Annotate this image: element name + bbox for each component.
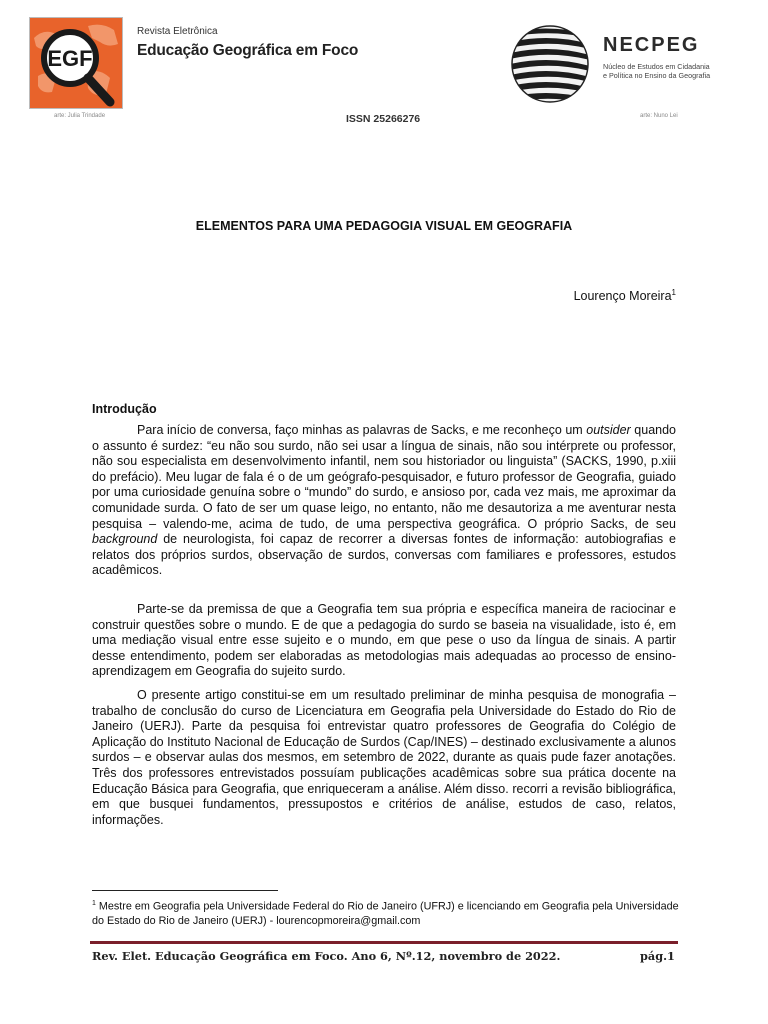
paragraph-3-text: O presente artigo constitui-se em um resultado preliminar de minha pesquisa de monografia – trabalho de conclusão do curso de Licenciatura em Geografia pela Universidade do Estado do Rio de Janeiro (UERJ). Parte da pesquisa foi entrevistar quatro professores de Geografia do Colégio de Aplicação do Instituto Nacional de Educação de Surdos (Cap/INES) – destinado exclusivamente a alunos surdos – e observar aulas dos mesmos, em setembro de 2022, durante as quais pude fazer anotações. Três dos professores entrevistados possuíam publicações acadêmicas sobre sua prática docente na Educação Básica para Geografia, que enriqueceram a análise. Além disso. recorri a revisão bibliográfica, em que busquei fundamentos, pressupostos e critérios de análise, estudos de caso, relatos, informações. [92,688,676,827]
paragraph-1-part-a: Para início de conversa, faço minhas as palavras de Sacks, e me reconheço um [137,423,587,437]
page-number: pág.1 [640,949,675,963]
footnote-mark: 1 [92,900,96,907]
necpeg-subtitle-line2: e Política no Ensino da Geografia [603,71,711,80]
paragraph-1-emphasis-outsider: outsider [586,423,631,437]
paragraph-3 [92,688,676,828]
paragraph-2-text: Parte-se da premissa de que a Geografia tem sua própria e específica maneira de raciocinar e construir questões sobre o mundo. E de que a pedagogia do surdo se baseia na visualidade, isto é, em uma mediação visual entre esse sujeito e o mundo, em que pese o uso da língua de sinais. A partir desse entendimento, podem ser elaboradas as metodologias mais adequadas ao processo de ensino-aprendizagem em Geografia do sujeito surdo. [92,602,676,679]
necpeg-globe-icon [510,24,590,104]
egf-logo-graphic [30,18,122,108]
paragraph-2 [92,602,676,680]
logo-credit-left: arte: Julia Trindade [54,113,106,119]
necpeg-name: NECPEG [603,34,700,56]
egf-logo [29,17,123,109]
author-footnote-mark: 1 [671,288,676,297]
footnote [92,897,682,928]
necpeg-subtitle-line1: Núcleo de Estudos em Cidadania [603,62,710,71]
paragraph-1-part-b: quando o assunto é surdez: “eu não sou surdo, não sei usar a língua de sinais, não sou intérprete ou professor, não sou especialista em desenvolvimento infantil, nem sou historiador ou linguista” (SACKS, 1990, p.xiii do prefácio). Meu lugar de fala é o de um geógrafo-pesquisador, e futuro professor de Geografia, guiado por uma curiosidade genuína sobre o “mundo” do surdo, e ansioso por, cada vez mais, me aproximar da comunidade surda. O fato de ser um quase leigo, no entanto, não me desautoriza a me aventurar nesta pesquisa – valendo-me, acima de tudo, de uma perspectiva geográfica. O próprio Sacks, de seu [92,423,676,531]
journal-kicker: Revista Eletrônica [137,26,218,37]
journal-name: Educação Geográfica em Foco [137,42,359,59]
section-heading: Introdução [92,402,157,416]
author-line [574,288,676,303]
egf-logo-text: EGF [47,46,93,71]
paragraph-1-emphasis-background: background [92,532,158,547]
footer-rule [90,941,678,944]
article-title: ELEMENTOS PARA UMA PEDAGOGIA VISUAL EM GEOGRAFIA [195,219,573,233]
paragraph-1 [92,423,676,579]
paragraph-1-part-c: de neurologista, foi capaz de recorrer a diversas fontes de informação: autobiografias e relatos dos próprios surdos, observação de surdos, conversas com familiares e professores, estudos acadêmicos. [92,532,676,578]
logo-credit-right: arte: Nuno Lei [640,113,678,119]
issn-label: ISSN 25266276 [346,113,421,125]
footer-citation: Rev. Elet. Educação Geográfica em Foco. Ano 6, Nº.12, novembro de 2022. [92,949,561,963]
footnote-divider [92,890,278,891]
footnote-text: Mestre em Geografia pela Universidade Federal do Rio de Janeiro (UFRJ) e licenciando em Geografia pela Universidade do Estado do Rio de Janeiro (UERJ) - lourencopmoreira@gmail.com [92,900,679,927]
author-name: Lourenço Moreira [573,289,672,304]
